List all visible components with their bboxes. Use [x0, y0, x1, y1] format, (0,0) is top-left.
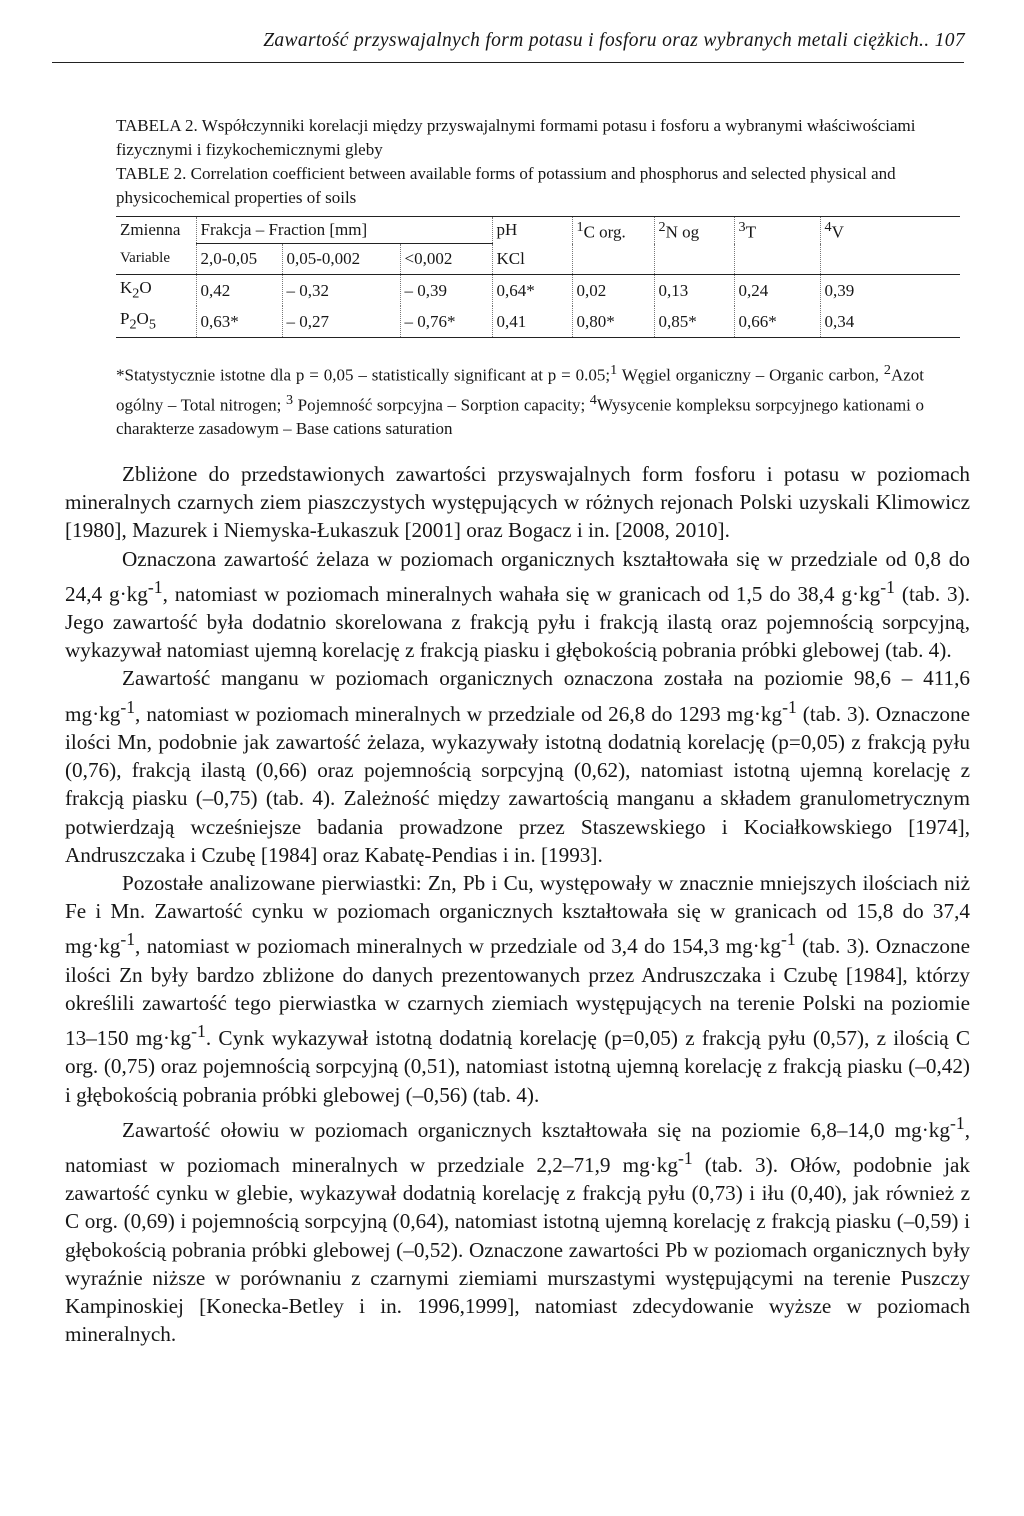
row-variable: $P_2O_5$ [116, 306, 196, 338]
header-kcl: KCl [492, 244, 572, 275]
cell-fraction-2: – 0,27 [282, 306, 400, 338]
paragraph-3: Zawartość manganu w poziomach organicznych oznaczona została na poziomie 98,6 – 411,6 $mg\cdot kg^{-1}$, natomiast w poziomach mineralnych w przedziale od 26,8 do 1293 $mg\cdot kg^{-1}$ (tab. 3). Oznaczone ilości Mn, podobnie jak zawartość żelaza, wykazywały istotną dodatnią korelację (p=0,05) z frakcją pyłu (0,76), frakcją ilastą (0,66) oraz pojemnością sorpcyjną (0,62), natomiast istotną ujemną korelację z frakcją piasku (–0,75) (tab. 4). Zależność między zawartością manganu a składem granulometrycznym potwierdzają wcześniejsze badania prowadzone przez Staszewskiego i Kociałkowskiego [1974], Andruszczaka i Czubę [1984] oraz Kabatę-Pendias i in. [1993]. [65, 666, 971, 867]
footnote-text: *Statystycznie istotne dla p = 0,05 – statistically significant at p = 0.05;$^1$ Węgiel organiczny – Organic carbon, $^2$Azot ogólny – Total nitrogen; $^3$ Pojemność sorpcyjna – Sorption capacity; $^4$Wysycenie kompleksu sorpcyjnego kationami o charakterze zasadowym – Base cations saturation [116, 362, 924, 439]
header-variable: Variable [120, 250, 170, 267]
cell-fraction-2: – 0,32 [282, 275, 400, 307]
cell-c-org: 0,80* [572, 306, 654, 338]
header-fraction-2: 0,05-0,002 [282, 244, 400, 275]
cell-v: 0,39 [820, 275, 960, 307]
table-row [116, 275, 960, 307]
header-rule [52, 62, 964, 63]
cell-fraction-1: 0,42 [196, 275, 282, 307]
cell-fraction-3: – 0,39 [400, 275, 492, 307]
header-n-og: $^2$N og [654, 217, 734, 275]
header-zmienna: Zmienna [116, 217, 196, 244]
caption-polish: TABELA 2. Współczynniki korelacji między przyswajalnymi formami potasu i fosforu a wybranymi właściwościami fizycznymi i fizykochemicznymi gleby [116, 116, 916, 159]
cell-t: 0,66* [734, 306, 820, 338]
cell-t: 0,24 [734, 275, 820, 307]
header-fraction-3: <0,002 [400, 244, 492, 275]
header-frakcja: Frakcja – Fraction [mm] [196, 217, 492, 244]
cell-fraction-1: 0,63* [196, 306, 282, 338]
paragraph-1: Zbliżone do przedstawionych zawartości przyswajalnych form fosforu i potasu w poziomach mineralnych czarnych ziem piaszczystych występujących w różnych rejonach Polski uzyskali Klimowicz [1980], Mazurek i Niemyska-Łukaszuk [2001] oraz Bogacz i in. [2008, 2010]. [65, 462, 970, 543]
cell-ph: 0,64* [492, 275, 572, 307]
cell-c-org: 0,02 [572, 275, 654, 307]
body-text [65, 460, 970, 1348]
paragraph-5: Zawartość ołowiu w poziomach organicznych kształtowała się na poziomie 6,8–14,0 $mg\cdot kg^{-1}$, natomiast w poziomach mineralnych w przedziale 2,2–71,9 $mg\cdot kg^{-1}$ (tab. 3). Ołów, podobnie jak zawartość cynku w glebie, wykazywał dodatnią korelację z frakcją pyłu (0,73) i iłu (0,40), jak również z C org. (0,69) i pojemnością sorpcyjną (0,64), natomiast istotną ujemną korelację z frakcją piasku (–0,59) i głębokością pobrania próbki glebowej (–0,52). Oznaczone zawartości Pb w poziomach organicznych były wyraźnie niższe w porównaniu z czarnymi ziemiami murszastymi występującymi na terenie Puszczy Kampinoskiej [Konecka-Betley i in. 1996,1999], natomiast zdecydowanie wyższe w poziomach mineralnych. [65, 1112, 970, 1347]
header-ph: pH [492, 217, 572, 244]
paragraph-2: Oznaczona zawartość żelaza w poziomach organicznych kształtowała się w przedziale od 0,8 do 24,4 $g\cdot kg^{-1}$, natomiast w poziomach mineralnych wahała się w granicach od 1,5 do 38,4 $g\cdot kg^{-1}$ (tab. 3). Jego zawartość była dodatnio skorelowana z frakcją pyłu i frakcją ilastą oraz pojemnością sorpcyjną, wykazywał natomiast ujemną korelację z frakcją piasku i głębokością pobrania próbki glebowej (tab. 4). [65, 546, 971, 663]
correlation-table [116, 216, 960, 338]
table-row [116, 306, 960, 338]
paragraph-4: Pozostałe analizowane pierwiastki: Zn, Pb i Cu, występowały w znacznie mniejszych ilościach niż Fe i Mn. Zawartość cynku w poziomach organicznych kształtowała się w granicach od 15,8 do 37,4 $mg\cdot kg^{-1}$, natomiast w poziomach mineralnych w przedziale od 3,4 do 154,3 $mg\cdot kg^{-1}$ (tab. 3). Oznaczone ilości Zn były bardzo zbliżone do danych prezentowanych przez Andruszczaka i Czubę [1984], którzy określili zawartość tego pierwiastka w czarnych ziemiach występujących na terenie Polski na poziomie 13–150 $mg\cdot kg^{-1}$. Cynk wykazywał istotną dodatnią korelację (p=0,05) z frakcją pyłu (0,57), z ilością C org. (0,75) oraz pojemnością sorpcyjną (0,51), natomiast istotną ujemną korelację z frakcją piasku (–0,42) i głębokością pobrania próbki glebowej (–0,56) (tab. 4). [65, 870, 970, 1107]
caption-english: TABLE 2. Correlation coefficient between available forms of potassium and phosphorus and selected physical and physicochemical properties of soils [116, 164, 896, 207]
table-footnotes [116, 358, 924, 441]
cell-ph: 0,41 [492, 306, 572, 338]
running-head: Zawartość przyswajalnych form potasu i fosforu oraz wybranych metali ciężkich.. 107 [263, 30, 965, 51]
cell-n-og: 0,13 [654, 275, 734, 307]
table-caption [116, 114, 936, 210]
cell-fraction-3: – 0,76* [400, 306, 492, 338]
cell-n-og: 0,85* [654, 306, 734, 338]
header-fraction-1: 2,0-0,05 [196, 244, 282, 275]
table-header-row [116, 217, 960, 244]
header-c-org: $^1$C org. [572, 217, 654, 275]
header-t: $^3$T [734, 217, 820, 275]
header-v: $^4$V [820, 217, 960, 275]
cell-v: 0,34 [820, 306, 960, 338]
row-variable: $K_2O$ [116, 275, 196, 307]
